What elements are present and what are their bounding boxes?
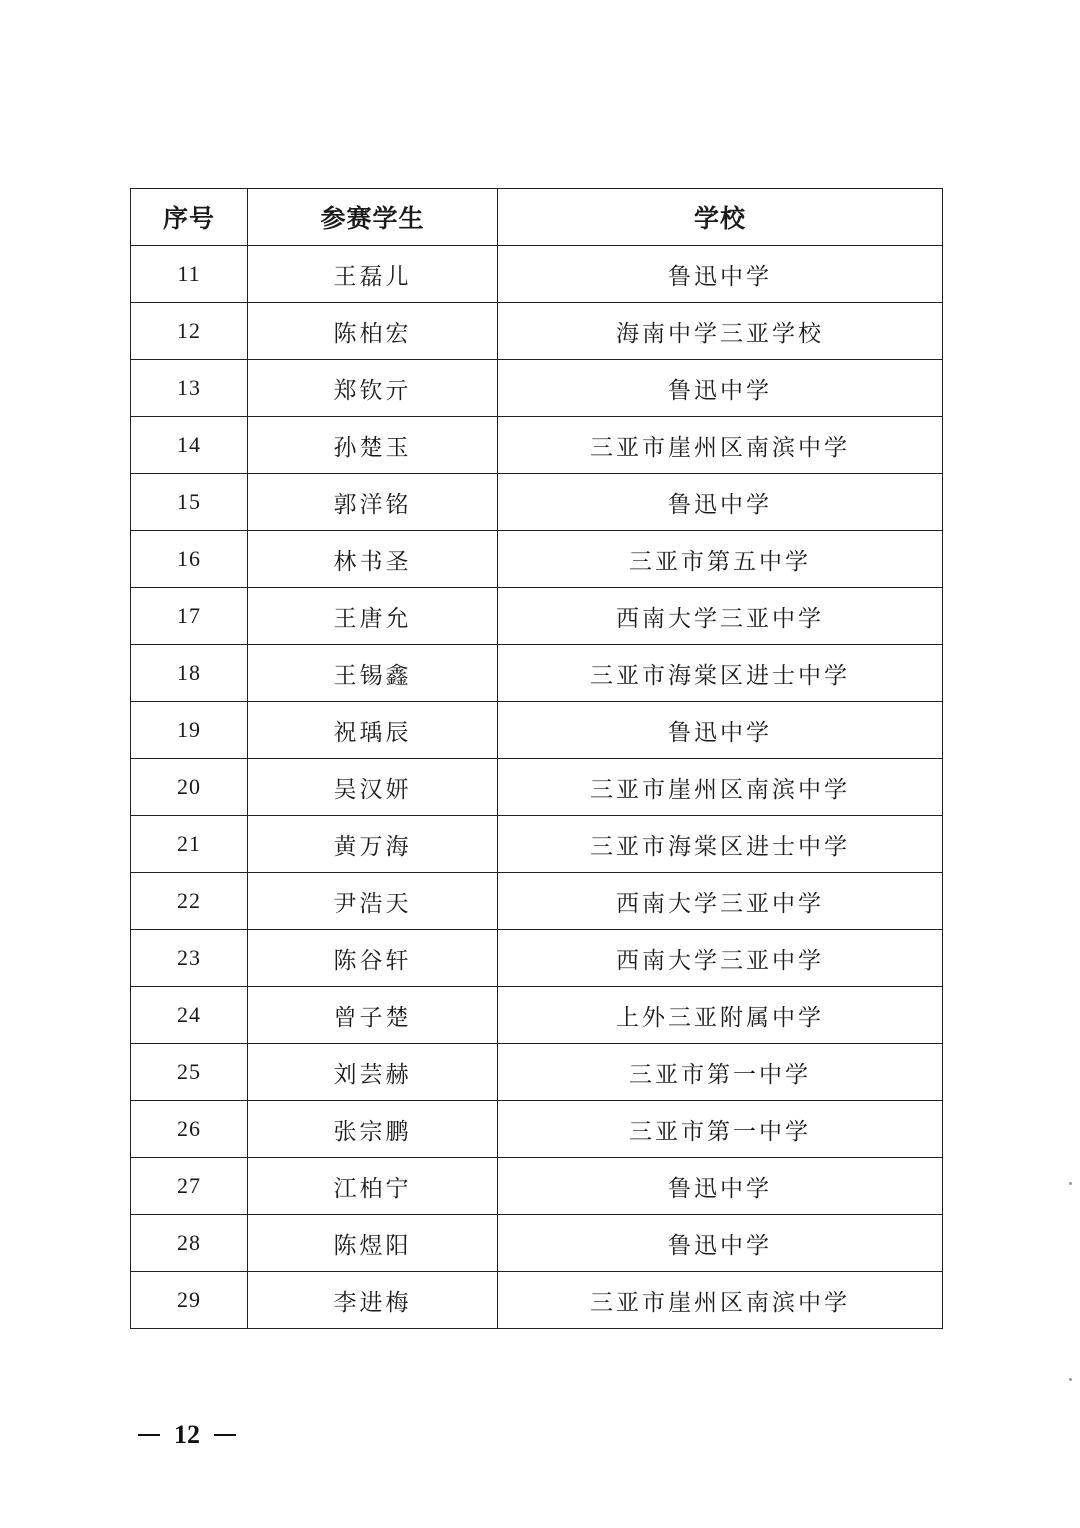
cell-number: 26 (131, 1101, 248, 1158)
footer-dash-right (214, 1434, 236, 1436)
table-row (131, 1101, 943, 1158)
cell-school: 西南大学三亚中学 (498, 588, 943, 645)
cell-school: 海南中学三亚学校 (498, 303, 943, 360)
cell-student: 李进梅 (248, 1272, 498, 1329)
cell-school: 三亚市海棠区进士中学 (498, 816, 943, 873)
participant-table (130, 188, 943, 1329)
header-school: 学校 (498, 189, 943, 246)
cell-student: 陈煜阳 (248, 1215, 498, 1272)
table-row (131, 645, 943, 702)
cell-number: 12 (131, 303, 248, 360)
cell-number: 21 (131, 816, 248, 873)
table-row (131, 1272, 943, 1329)
table-row (131, 1215, 943, 1272)
table-row (131, 417, 943, 474)
cell-student: 尹浩天 (248, 873, 498, 930)
table-row (131, 531, 943, 588)
cell-student: 张宗鹏 (248, 1101, 498, 1158)
table-row (131, 987, 943, 1044)
cell-number: 15 (131, 474, 248, 531)
cell-school: 三亚市第五中学 (498, 531, 943, 588)
cell-student: 王唐允 (248, 588, 498, 645)
cell-number: 28 (131, 1215, 248, 1272)
cell-school: 鲁迅中学 (498, 1158, 943, 1215)
table-body (131, 246, 943, 1329)
cell-school: 上外三亚附属中学 (498, 987, 943, 1044)
cell-student: 吴汉妍 (248, 759, 498, 816)
page-number: 12 (174, 1420, 200, 1449)
cell-school: 西南大学三亚中学 (498, 930, 943, 987)
cell-number: 16 (131, 531, 248, 588)
cell-number: 20 (131, 759, 248, 816)
table-row (131, 588, 943, 645)
cell-school: 三亚市崖州区南滨中学 (498, 1272, 943, 1329)
cell-number: 23 (131, 930, 248, 987)
table-row (131, 1044, 943, 1101)
table-row (131, 246, 943, 303)
cell-number: 25 (131, 1044, 248, 1101)
cell-student: 祝瑀辰 (248, 702, 498, 759)
cell-school: 鲁迅中学 (498, 474, 943, 531)
table-row (131, 873, 943, 930)
table-row (131, 360, 943, 417)
cell-student: 刘芸赫 (248, 1044, 498, 1101)
cell-school: 三亚市第一中学 (498, 1101, 943, 1158)
table-row (131, 759, 943, 816)
scan-speck (1069, 1182, 1072, 1185)
cell-school: 三亚市崖州区南滨中学 (498, 417, 943, 474)
table-row (131, 930, 943, 987)
cell-student: 陈谷轩 (248, 930, 498, 987)
cell-number: 29 (131, 1272, 248, 1329)
cell-number: 11 (131, 246, 248, 303)
cell-student: 王磊儿 (248, 246, 498, 303)
cell-number: 18 (131, 645, 248, 702)
cell-school: 鲁迅中学 (498, 1215, 943, 1272)
header-number: 序号 (131, 189, 248, 246)
header-student: 参赛学生 (248, 189, 498, 246)
page-footer (138, 1420, 236, 1450)
cell-student: 曾子楚 (248, 987, 498, 1044)
cell-number: 13 (131, 360, 248, 417)
cell-school: 鲁迅中学 (498, 360, 943, 417)
table-header-row (131, 189, 943, 246)
table-row (131, 702, 943, 759)
footer-dash-left (138, 1434, 160, 1436)
cell-school: 三亚市海棠区进士中学 (498, 645, 943, 702)
cell-student: 江柏宁 (248, 1158, 498, 1215)
cell-school: 西南大学三亚中学 (498, 873, 943, 930)
cell-student: 孙楚玉 (248, 417, 498, 474)
scan-speck (1069, 1378, 1072, 1381)
cell-student: 郭洋铭 (248, 474, 498, 531)
cell-student: 王锡鑫 (248, 645, 498, 702)
cell-number: 22 (131, 873, 248, 930)
cell-student: 黄万海 (248, 816, 498, 873)
table-row (131, 303, 943, 360)
cell-school: 三亚市第一中学 (498, 1044, 943, 1101)
cell-school: 鲁迅中学 (498, 702, 943, 759)
table-row (131, 1158, 943, 1215)
cell-number: 27 (131, 1158, 248, 1215)
cell-number: 19 (131, 702, 248, 759)
cell-school: 三亚市崖州区南滨中学 (498, 759, 943, 816)
cell-student: 林书圣 (248, 531, 498, 588)
cell-number: 17 (131, 588, 248, 645)
table-row (131, 816, 943, 873)
cell-student: 郑钦亓 (248, 360, 498, 417)
cell-school: 鲁迅中学 (498, 246, 943, 303)
table-row (131, 474, 943, 531)
cell-number: 14 (131, 417, 248, 474)
cell-student: 陈柏宏 (248, 303, 498, 360)
cell-number: 24 (131, 987, 248, 1044)
